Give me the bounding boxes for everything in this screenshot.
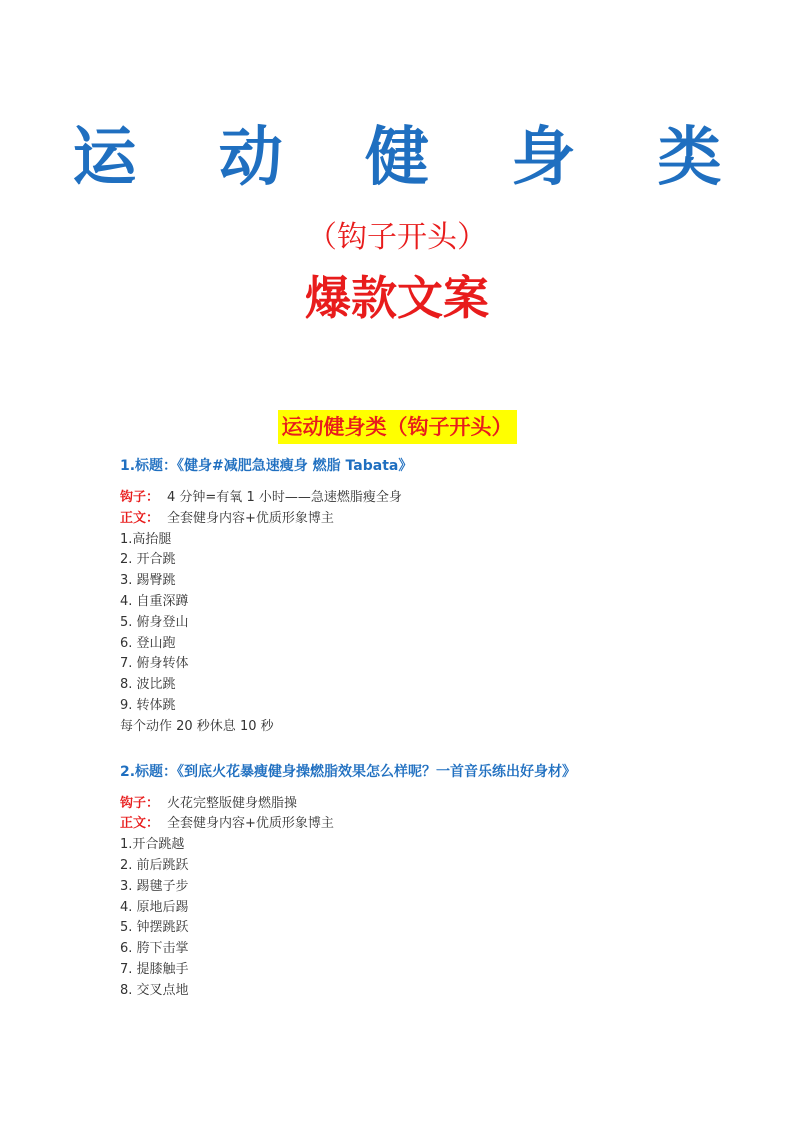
cover-main-title: 爆款文案 [305,271,489,325]
move-item: 1.高抬腿 [120,531,172,547]
section-heading: 运动健身类（钩子开头） [278,410,517,444]
move-item: 6. 胯下击掌 [120,941,189,957]
section-heading-wrap [0,410,794,444]
body-label: 正文： [120,816,160,832]
hook-line [120,488,720,509]
cover-subtitle: （钩子开头） [307,220,487,255]
move-item: 6. 登山跑 [120,635,176,651]
item-title: 2.标题：《到底火花暴瘦健身操燃脂效果怎么样呢？一首音乐练出好身材》 [120,763,577,780]
hook-text: 火花完整版健身燃脂操 [167,795,298,811]
body-text: 全套健身内容+优质形象博主 [167,510,334,526]
move-item: 2. 开合跳 [120,552,176,568]
body-line [120,814,720,835]
item-2 [120,762,720,1002]
move-item: 3. 踢毽子步 [120,878,189,894]
item-1 [120,456,720,738]
move-item: 1.开合跳越 [120,837,185,853]
hook-text: 4 分钟=有氧 1 小时——急速燃脂瘦全身 [167,490,402,505]
item-title: 1.标题：《健身#减肥急速瘦身 燃脂 Tabata》 [120,458,413,474]
move-item: 7. 俯身转体 [120,656,189,672]
content [120,456,720,1002]
move-item: 5. 俯身登山 [120,614,189,630]
move-item: 8. 交叉点地 [120,982,189,998]
move-item: 9. 转体跳 [120,697,176,713]
hook-line [120,794,720,815]
move-item: 5. 钟摆跳跃 [120,920,189,936]
body-label: 正文： [120,510,160,526]
cover-title: 运 动 健 身 类 [72,121,752,195]
move-item: 2. 前后跳跃 [120,857,189,873]
body-line [120,509,720,530]
move-item: 3. 踢臀跳 [120,573,176,589]
hook-label: 钩子： [120,795,160,811]
hook-label: 钩子： [120,490,160,505]
rest-note: 每个动作 20 秒休息 10 秒 [120,718,274,734]
move-item: 4. 原地后踢 [120,899,189,915]
move-item: 4. 自重深蹲 [120,593,189,609]
move-item: 8. 波比跳 [120,677,176,693]
move-item: 7. 提膝触手 [120,961,189,977]
body-text: 全套健身内容+优质形象博主 [167,816,334,832]
